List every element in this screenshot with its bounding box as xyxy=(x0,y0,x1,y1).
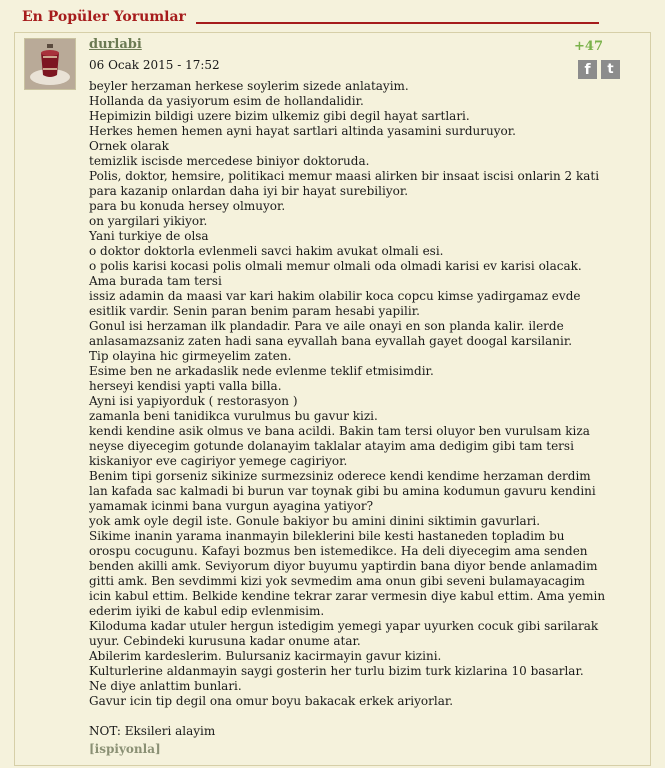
share-buttons xyxy=(578,60,620,79)
comment-card xyxy=(14,32,651,766)
avatar[interactable] xyxy=(24,38,76,90)
section-divider xyxy=(196,22,599,24)
comment-score: +47 xyxy=(574,39,603,54)
comment-text: beyler herzaman herkese soylerim sizede anlatayim. Hollanda da yasiyorum esim de hollandalidir. Hepimizin bildigi uzere bizim ulkemiz gibi degil hayat sartlari. Herkes hemen hemen ayni hayat sartlari altinda yasamini surduruyor. Ornek olarak temizlik iscisde mercedese biniyor doktoruda. Polis, doktor, hemsire, politikaci memur maasi alirken bir insaat iscisi onlarin 2 kati para kazanip onlardan daha iyi bir hayat surebiliyor. para bu konuda hersey olmuyor. on yargilari yikiyor. Yani turkiye de olsa o doktor doktorla evlenmeli savci hakim avukat olmali esi. o polis karisi kocasi polis olmali memur olmali oda olmadi karisi ev karisi olacak. Ama burada tam tersi issiz adamin da maasi var kari hakim olabilir koca copcu kimse yadirgamaz evde esitlik vardir. Senin paran benim param hesabi yapilir. Gonul isi herzaman ilk plandadir. Para ve aile onayi en son planda kalir. ilerde anlasamazsaniz zaten hadi sana eyvallah bana eyvallah gayet doogal karsilanir. Tip olayina hic girmeyelim zaten. Esime ben ne arkadaslik nede evlenme teklif etmisimdir. herseyi kendisi yapti valla billa. Ayni isi yapiyorduk ( restorasyon ) zamanla beni tanidikca vurulmus bu gavur kizi. kendi kendine asik olmus ve bana acildi. Bakin tam tersi oluyor ben vurulsam kiza neyse diyecegim gotunde dolanayim taklalar atayim ama dedigim gibi tam tersi kiskaniyor eve cagiriyor yemege cagiriyor. Benim tipi gorseniz sikinize surmezsiniz oderece kendi kendime herzaman derdim lan kafada sac kalmadi bi burun var toynak gibi bu amina kodumun gavuru kendini yamamak icinmi bana vurgun ayagina yatiyor? yok amk oyle degil iste. Gonule bakiyor bu amini dinini siktimin gavurlari. Sikime inanin yarama inanmayin bileklerini bile kesti hastaneden topladim bu orospu cocugunu. Kafayi bozmus ben istemedikce. Ha deli diyecegim ama senden benden akilli amk. Seviyorum diyor buyumu yaptirdin bana diyor bende anlamadim gitti amk. Ben sevdimmi kizi yok sevmedim ama onun gibi seveni bulamayacagim icin kabul ettim. Belkide kendine tekrar zarar vermesin diye kabul ettim. Ama yemin ederim iyiki de kabul edip evlenmisim. Kiloduma kadar utuler hergun istedigim yemegi yapar uyurken cocuk gibi sarilarak uyur. Cebindeki kurusuna kadar onume atar. Abilerim kardeslerim. Bulursaniz kacirmayin gavur kizini. Kulturlerine aldanmayin saygi gosterin her turlu bizim turk kizlarina 10 basarlar. Ne diye anlattim bunlari. Gavur icin tip degil ona omur boyu bakacak erkek ariyorlar. NOT: Eksileri alayim xyxy=(89,79,606,738)
comment-date: 06 Ocak 2015 - 17:52 xyxy=(89,58,220,72)
teacup-avatar-icon xyxy=(25,39,75,89)
facebook-share-icon[interactable]: f xyxy=(578,60,597,79)
section-header xyxy=(22,8,599,26)
comment-author-link[interactable]: durlabi xyxy=(89,37,142,52)
section-title: En Popüler Yorumlar xyxy=(22,9,186,25)
twitter-share-icon[interactable]: t xyxy=(601,60,620,79)
report-link[interactable]: [ispiyonla] xyxy=(89,742,161,756)
